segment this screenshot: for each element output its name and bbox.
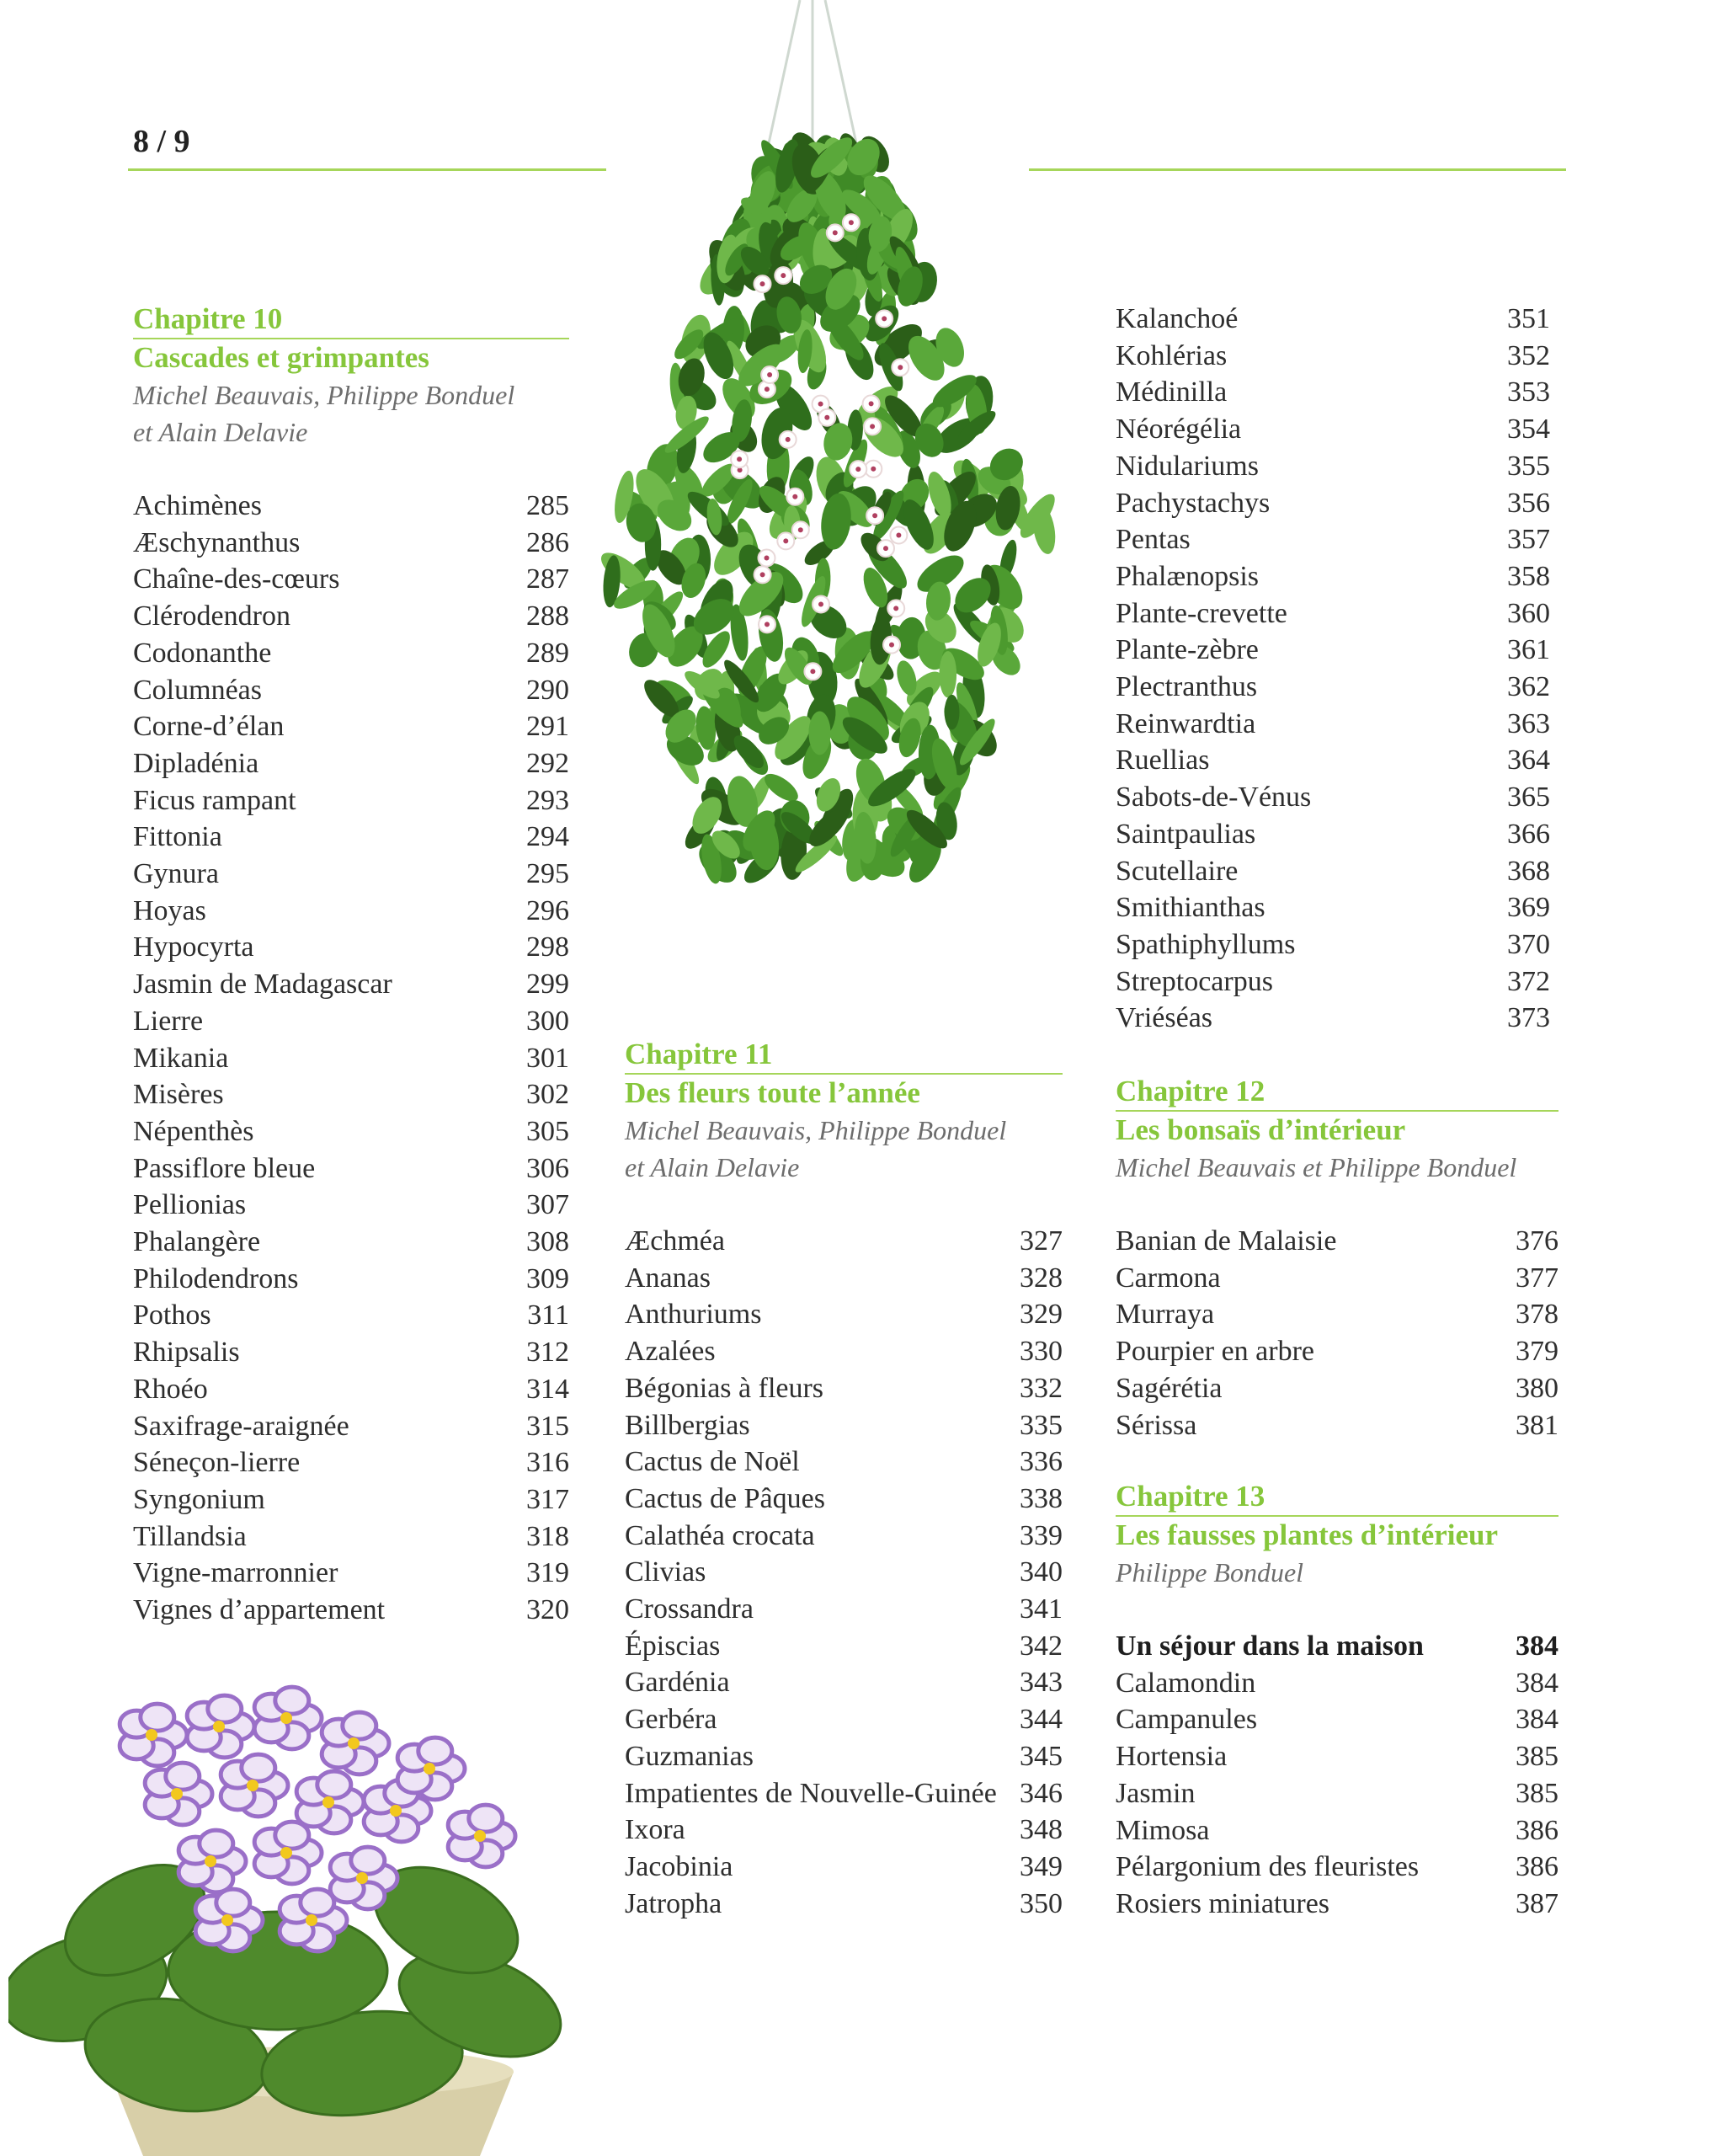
entry-page: 343: [1020, 1667, 1063, 1699]
toc-entry[interactable]: [1116, 448, 1550, 485]
toc-entry[interactable]: [1116, 779, 1550, 816]
entry-name: Calathéa crocata: [625, 1519, 815, 1551]
entry-name: Sagérétia: [1116, 1372, 1223, 1404]
toc-entry[interactable]: [625, 1591, 1063, 1628]
toc-entry[interactable]: [1116, 595, 1550, 632]
entry-name: Jacobinia: [625, 1850, 733, 1882]
entry-name: Streptocarpus: [1116, 965, 1273, 997]
entry-page: 345: [1020, 1740, 1063, 1772]
entry-name: Mikania: [133, 1042, 229, 1074]
toc-entry[interactable]: [1116, 706, 1550, 743]
entry-page: 377: [1516, 1262, 1558, 1294]
toc-entry[interactable]: [1116, 1701, 1558, 1738]
chapter-10-label: Chapitre 10: [133, 301, 569, 339]
chapter-11-continued-section: [1116, 301, 1550, 1037]
entry-page: 312: [526, 1337, 569, 1369]
entry-name: Pellionias: [133, 1189, 247, 1221]
entry-name: Nidulariums: [1116, 450, 1259, 482]
entry-page: 318: [526, 1520, 569, 1552]
entry-name: Vigne-marronnier: [133, 1557, 338, 1589]
toc-entry[interactable]: [625, 1444, 1063, 1481]
chapter-10-title: Cascades et grimpantes: [133, 341, 429, 374]
entry-page: 301: [526, 1042, 569, 1074]
entry-name: Ixora: [625, 1814, 685, 1846]
entry-name: Vriéséas: [1116, 1002, 1213, 1034]
header-rule-right: [1029, 168, 1566, 171]
toc-entry[interactable]: [625, 1260, 1063, 1297]
toc-entry[interactable]: [133, 1444, 569, 1481]
entry-page: 329: [1020, 1299, 1063, 1331]
entry-page: 356: [1507, 487, 1550, 519]
toc-entry[interactable]: [1116, 1333, 1558, 1370]
entry-page: 380: [1516, 1372, 1558, 1404]
entry-page: 336: [1020, 1446, 1063, 1478]
entry-page: 302: [526, 1079, 569, 1111]
entry-page: 385: [1516, 1741, 1558, 1773]
entry-page: 376: [1516, 1225, 1558, 1257]
entry-page: 349: [1020, 1850, 1063, 1882]
toc-entry[interactable]: [133, 1113, 569, 1150]
entry-name: Codonanthe: [133, 637, 272, 669]
chapter-13-label: Chapitre 13: [1116, 1478, 1558, 1517]
chapter-10-entries: [133, 488, 569, 1629]
toc-entry[interactable]: [625, 1664, 1063, 1701]
entry-page: 289: [526, 637, 569, 669]
entry-page: 358: [1507, 560, 1550, 592]
entry-page: 372: [1507, 965, 1550, 997]
entry-name: Sérissa: [1116, 1409, 1197, 1441]
entry-name: Cactus de Noël: [625, 1446, 800, 1478]
chapter-10-section: [133, 301, 569, 1629]
entry-name: Azalées: [625, 1336, 716, 1368]
toc-entry[interactable]: [625, 1628, 1063, 1665]
entry-page: 339: [1020, 1519, 1063, 1551]
chapter-12-authors: Michel Beauvais et Philippe Bonduel: [1116, 1152, 1517, 1182]
toc-entry[interactable]: [1116, 1886, 1558, 1923]
entry-name: Banian de Malaisie: [1116, 1225, 1337, 1257]
toc-entry[interactable]: [133, 782, 569, 819]
toc-entry[interactable]: [625, 1738, 1063, 1775]
entry-page: 285: [526, 490, 569, 521]
entry-page: 338: [1020, 1482, 1063, 1514]
toc-entry[interactable]: [133, 708, 569, 745]
entry-name: Bégonias à fleurs: [625, 1372, 824, 1404]
toc-entry[interactable]: [1116, 632, 1550, 669]
entry-page: 305: [526, 1115, 569, 1147]
entry-name: Clivias: [625, 1556, 706, 1588]
entry-name: Séneçon-lierre: [133, 1447, 301, 1479]
entry-page: 378: [1516, 1299, 1558, 1331]
toc-entry[interactable]: [1116, 816, 1550, 853]
toc-entry[interactable]: [133, 1518, 569, 1556]
chapter-11-entries: [625, 1223, 1063, 1922]
entry-page: 357: [1507, 524, 1550, 556]
entry-name: Ruellias: [1116, 744, 1210, 776]
toc-entry[interactable]: [625, 1701, 1063, 1738]
toc-entry[interactable]: [625, 1554, 1063, 1591]
toc-entry[interactable]: [1116, 669, 1550, 706]
entry-page: 330: [1020, 1336, 1063, 1368]
entry-page: 306: [526, 1152, 569, 1184]
entry-page: 379: [1516, 1336, 1558, 1368]
entry-name: Cactus de Pâques: [625, 1482, 825, 1514]
entry-page: 308: [526, 1226, 569, 1258]
entry-name: Pélargonium des fleuristes: [1116, 1851, 1420, 1883]
entry-page: 354: [1507, 414, 1550, 446]
entry-name: Tillandsia: [133, 1520, 247, 1552]
toc-entry[interactable]: [133, 1555, 569, 1592]
entry-page: 296: [526, 894, 569, 926]
entry-name: Impatientes de Nouvelle-Guinée: [625, 1777, 997, 1809]
toc-entry[interactable]: [133, 856, 569, 893]
toc-entry[interactable]: [1116, 374, 1550, 411]
toc-entry[interactable]: [625, 1886, 1063, 1923]
chapter-13-section: [1116, 1478, 1558, 1923]
chapter-11-title: Des fleurs toute l’année: [625, 1076, 920, 1109]
toc-entry[interactable]: [1116, 1849, 1558, 1886]
entry-page: 370: [1507, 928, 1550, 960]
toc-entry[interactable]: [133, 488, 569, 525]
entry-page: 293: [526, 784, 569, 816]
toc-entry[interactable]: [133, 1481, 569, 1518]
entry-page: 385: [1516, 1777, 1558, 1809]
entry-page: 384: [1516, 1667, 1558, 1699]
entry-name: Rhipsalis: [133, 1337, 240, 1369]
entry-page: 300: [526, 1005, 569, 1037]
entry-page: 386: [1516, 1814, 1558, 1846]
toc-entry[interactable]: [133, 929, 569, 966]
entry-page: 364: [1507, 744, 1550, 776]
entry-name: Gynura: [133, 858, 219, 890]
chapter-12-section: [1116, 1073, 1558, 1444]
entry-page: 294: [526, 821, 569, 853]
chapter-11-authors-2: et Alain Delavie: [625, 1152, 800, 1182]
entry-name: Lierre: [133, 1005, 204, 1037]
entry-page: 309: [526, 1262, 569, 1294]
entry-page: 368: [1507, 855, 1550, 887]
toc-entry[interactable]: [1116, 1296, 1558, 1333]
entry-page: 361: [1507, 634, 1550, 666]
entry-name: Néorégélia: [1116, 414, 1242, 446]
entry-name: Vignes d’appartement: [133, 1594, 386, 1626]
entry-page: 342: [1020, 1630, 1063, 1662]
entry-name: Rhoéo: [133, 1373, 208, 1405]
toc-entry[interactable]: [625, 1370, 1063, 1407]
entry-page: 291: [526, 711, 569, 743]
entry-name: Spathiphyllums: [1116, 928, 1296, 960]
toc-entry[interactable]: [1116, 1775, 1558, 1812]
entry-page: 292: [526, 747, 569, 779]
entry-page: 316: [526, 1447, 569, 1479]
entry-page: 353: [1507, 376, 1550, 408]
toc-entry[interactable]: [133, 1003, 569, 1040]
entry-name: Phalænopsis: [1116, 560, 1260, 592]
entry-name: Æschynanthus: [133, 526, 301, 558]
entry-page: 363: [1507, 707, 1550, 739]
entry-name: Hoyas: [133, 894, 206, 926]
entry-page: 351: [1507, 303, 1550, 334]
entry-page: 384: [1516, 1630, 1558, 1662]
entry-name: Saintpaulias: [1116, 818, 1256, 850]
entry-page: 340: [1020, 1556, 1063, 1588]
toc-entry[interactable]: [133, 1592, 569, 1629]
toc-entry[interactable]: [1116, 1370, 1558, 1407]
entry-page: 320: [526, 1594, 569, 1626]
entry-page: 381: [1516, 1409, 1558, 1441]
chapter-12-entries: [1116, 1223, 1558, 1444]
toc-entry[interactable]: [133, 745, 569, 782]
entry-name: Kalanchoé: [1116, 303, 1239, 334]
entry-name: Pourpier en arbre: [1116, 1336, 1315, 1368]
entry-name: Plante-zèbre: [1116, 634, 1259, 666]
entry-name: Philodendrons: [133, 1262, 299, 1294]
entry-name: Népenthès: [133, 1115, 254, 1147]
toc-entry[interactable]: [133, 819, 569, 856]
entry-name: Misères: [133, 1079, 224, 1111]
entry-name: Plante-crevette: [1116, 597, 1287, 629]
header-rule-left: [128, 168, 606, 171]
entry-name: Jasmin: [1116, 1777, 1196, 1809]
toc-entry[interactable]: [1116, 338, 1550, 375]
entry-name: Carmona: [1116, 1262, 1221, 1294]
chapter-11-section: [625, 1036, 1063, 1922]
entry-name: Kohlérias: [1116, 339, 1228, 371]
toc-entry[interactable]: [133, 1040, 569, 1077]
toc-entry[interactable]: [133, 893, 569, 930]
toc-entry[interactable]: [133, 561, 569, 598]
toc-entry[interactable]: [133, 1371, 569, 1408]
entry-name: Jatropha: [625, 1887, 722, 1919]
toc-entry[interactable]: [625, 1481, 1063, 1518]
entry-name: Corne-d’élan: [133, 711, 285, 743]
entry-name: Billbergias: [625, 1409, 750, 1441]
toc-entry[interactable]: [1116, 1407, 1558, 1444]
chapter-11-continued-entries: [1116, 301, 1550, 1037]
entry-name: Pentas: [1116, 524, 1191, 556]
entry-name: Dipladénia: [133, 747, 259, 779]
toc-entry[interactable]: [625, 1518, 1063, 1555]
entry-page: 299: [526, 969, 569, 1001]
entry-page: 352: [1507, 339, 1550, 371]
toc-entry[interactable]: [625, 1849, 1063, 1886]
entry-name: Crossandra: [625, 1593, 754, 1625]
toc-entry[interactable]: [1116, 1738, 1558, 1775]
toc-entry[interactable]: [625, 1812, 1063, 1849]
entry-page: 290: [526, 674, 569, 706]
entry-name: Guzmanias: [625, 1740, 754, 1772]
toc-entry[interactable]: [1116, 485, 1550, 522]
toc-entry[interactable]: [625, 1333, 1063, 1370]
toc-entry[interactable]: [133, 1334, 569, 1371]
toc-entry[interactable]: [133, 598, 569, 635]
chapter-12-label: Chapitre 12: [1116, 1073, 1558, 1112]
toc-entry[interactable]: [1116, 853, 1550, 890]
chapter-10-authors-1: Michel Beauvais, Philippe Bonduel: [133, 380, 515, 410]
entry-name: Æchméa: [625, 1225, 725, 1257]
entry-name: Gerbéra: [625, 1704, 717, 1736]
entry-page: 346: [1020, 1777, 1063, 1809]
entry-page: 386: [1516, 1851, 1558, 1883]
entry-name: Chaîne-des-cœurs: [133, 563, 340, 595]
entry-name: Ananas: [625, 1262, 711, 1294]
entry-page: 315: [526, 1410, 569, 1442]
entry-page: 298: [526, 931, 569, 963]
entry-name: Achimènes: [133, 490, 262, 521]
chapter-13-authors: Philippe Bonduel: [1116, 1557, 1304, 1588]
page-number: 8 / 9: [133, 124, 190, 159]
chapter-10-authors-2: et Alain Delavie: [133, 417, 308, 447]
toc-entry[interactable]: [133, 672, 569, 709]
entry-page: 341: [1020, 1593, 1063, 1625]
toc-entry[interactable]: [1116, 963, 1550, 1001]
toc-entry[interactable]: [1116, 558, 1550, 595]
toc-entry[interactable]: [133, 1224, 569, 1261]
entry-page: 328: [1020, 1262, 1063, 1294]
entry-name: Passiflore bleue: [133, 1152, 316, 1184]
entry-page: 314: [526, 1373, 569, 1405]
entry-page: 350: [1020, 1887, 1063, 1919]
entry-name: Jasmin de Madagascar: [133, 969, 392, 1001]
entry-page: 366: [1507, 818, 1550, 850]
entry-name: Épiscias: [625, 1630, 721, 1662]
toc-entry[interactable]: [133, 1297, 569, 1334]
toc-entry[interactable]: [625, 1223, 1063, 1260]
entry-page: 362: [1507, 671, 1550, 703]
entry-name: Clérodendron: [133, 600, 290, 632]
entry-name: Plectranthus: [1116, 671, 1258, 703]
entry-page: 335: [1020, 1409, 1063, 1441]
entry-page: 365: [1507, 782, 1550, 814]
entry-name: Columnéas: [133, 674, 262, 706]
chapter-11-authors-1: Michel Beauvais, Philippe Bonduel: [625, 1115, 1007, 1145]
toc-entry[interactable]: [1116, 301, 1550, 338]
toc-entry[interactable]: [1116, 1260, 1558, 1297]
entry-name: Pothos: [133, 1299, 211, 1331]
entry-page: 286: [526, 526, 569, 558]
toc-entry[interactable]: [1116, 411, 1550, 448]
entry-page: 387: [1516, 1887, 1558, 1919]
entry-name: Un séjour dans la maison: [1116, 1630, 1424, 1662]
entry-page: 287: [526, 563, 569, 595]
entry-page: 311: [527, 1299, 569, 1331]
entry-name: Calamondin: [1116, 1667, 1256, 1699]
toc-entry[interactable]: [133, 1187, 569, 1224]
entry-name: Rosiers miniatures: [1116, 1887, 1330, 1919]
chapter-13-title: Les fausses plantes d’intérieur: [1116, 1518, 1499, 1551]
toc-entry[interactable]: [1116, 742, 1550, 779]
toc-entry[interactable]: [1116, 926, 1550, 963]
entry-page: 295: [526, 858, 569, 890]
toc-entry[interactable]: [133, 525, 569, 562]
chapter-12-title: Les bonsaïs d’intérieur: [1116, 1113, 1406, 1146]
entry-name: Syngonium: [133, 1483, 265, 1515]
entry-page: 307: [526, 1189, 569, 1221]
entry-name: Mimosa: [1116, 1814, 1210, 1846]
entry-name: Pachystachys: [1116, 487, 1271, 519]
toc-entry[interactable]: [133, 1150, 569, 1187]
entry-name: Hortensia: [1116, 1741, 1228, 1773]
entry-name: Hypocyrta: [133, 931, 254, 963]
entry-name: Sabots-de-Vénus: [1116, 782, 1312, 814]
entry-page: 355: [1507, 450, 1550, 482]
entry-page: 348: [1020, 1814, 1063, 1846]
entry-name: Reinwardtia: [1116, 707, 1256, 739]
entry-page: 288: [526, 600, 569, 632]
toc-entry[interactable]: [1116, 889, 1550, 926]
chapter-13-entries: [1116, 1628, 1558, 1923]
toc-entry[interactable]: [1116, 1812, 1558, 1849]
toc-entry[interactable]: [1116, 1000, 1550, 1037]
entry-page: 332: [1020, 1372, 1063, 1404]
entry-page: 373: [1507, 1002, 1550, 1034]
entry-name: Scutellaire: [1116, 855, 1239, 887]
entry-name: Fittonia: [133, 821, 222, 853]
entry-name: Murraya: [1116, 1299, 1215, 1331]
entry-page: 319: [526, 1557, 569, 1589]
chapter-11-label: Chapitre 11: [625, 1036, 1063, 1075]
entry-name: Saxifrage-araignée: [133, 1410, 349, 1442]
entry-name: Campanules: [1116, 1704, 1258, 1736]
toc-entry[interactable]: [1116, 1223, 1558, 1260]
toc-entry[interactable]: [625, 1296, 1063, 1333]
entry-name: Ficus rampant: [133, 784, 296, 816]
toc-entry[interactable]: [133, 1408, 569, 1445]
toc-entry[interactable]: [625, 1775, 1063, 1812]
entry-name: Phalangère: [133, 1226, 261, 1258]
african-violet-illustration: [8, 1668, 615, 2156]
toc-entry[interactable]: [625, 1407, 1063, 1444]
entry-page: 369: [1507, 892, 1550, 924]
entry-name: Gardénia: [625, 1667, 730, 1699]
toc-entry-intro[interactable]: [1116, 1628, 1558, 1665]
toc-entry[interactable]: [1116, 1665, 1558, 1702]
entry-page: 384: [1516, 1704, 1558, 1736]
entry-page: 327: [1020, 1225, 1063, 1257]
toc-entry[interactable]: [133, 635, 569, 672]
toc-entry[interactable]: [133, 966, 569, 1003]
toc-entry[interactable]: [1116, 521, 1550, 558]
hanging-plant-illustration: [589, 0, 1061, 893]
toc-entry[interactable]: [133, 1261, 569, 1298]
entry-name: Médinilla: [1116, 376, 1228, 408]
entry-name: Smithianthas: [1116, 892, 1265, 924]
entry-page: 344: [1020, 1704, 1063, 1736]
entry-page: 317: [526, 1483, 569, 1515]
entry-name: Anthuriums: [625, 1299, 762, 1331]
toc-entry[interactable]: [133, 1076, 569, 1113]
entry-page: 360: [1507, 597, 1550, 629]
